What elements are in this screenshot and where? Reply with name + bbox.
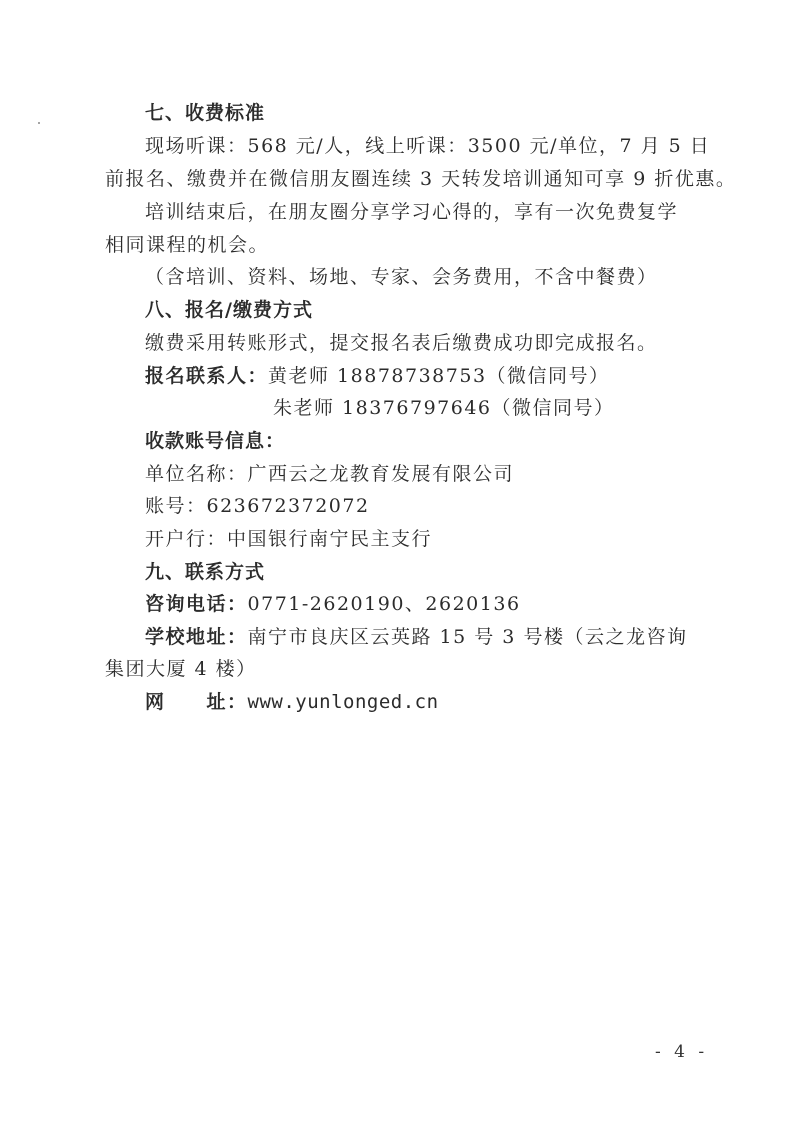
phone-value: 0771-2620190、2620136: [247, 593, 521, 615]
account-number: 账号：623672372072: [145, 495, 370, 517]
unit-name: 单位名称：广西云之龙教育发展有限公司: [145, 463, 515, 485]
address-value-line2: 集团大厦 4 楼）: [105, 658, 257, 680]
contact-label: 报名联系人：: [145, 365, 269, 387]
section8-heading: 八、报名/缴费方式: [145, 299, 313, 321]
section9-heading: 九、联系方式: [145, 561, 266, 583]
section7-note: （含培训、资料、场地、专家、会务费用，不含中餐费）: [145, 266, 658, 288]
phone-row: [145, 591, 521, 617]
web-value: www.yunlonged.cn: [247, 691, 439, 713]
section7-p1-line1: 现场听课：568 元/人，线上听课：3500 元/单位，7 月 5 日: [145, 135, 711, 157]
address-row: [145, 624, 687, 650]
address-value-line1: 南宁市良庆区云英路 15 号 3 号楼（云之龙咨询: [247, 626, 688, 648]
page-number: - 4 -: [655, 1042, 709, 1062]
contact-2: 朱老师 18376797646（微信同号）: [273, 397, 615, 419]
scan-speck: [38, 122, 40, 124]
section7-p2-line1: 培训结束后，在朋友圈分享学习心得的，享有一次免费复学: [145, 201, 679, 223]
section8-p1: 缴费采用转账形式，提交报名表后缴费成功即完成报名。: [145, 332, 658, 354]
contact-1: 黄老师 18878738753（微信同号）: [268, 365, 610, 387]
contact-row-1: [145, 363, 610, 389]
account-heading: 收款账号信息：: [145, 430, 286, 452]
address-label: 学校地址：: [145, 626, 248, 648]
web-label: 网 址：: [145, 691, 248, 713]
web-row: [145, 689, 439, 715]
section7-heading: 七、收费标准: [145, 102, 266, 124]
section7-p1-line2: 前报名、缴费并在微信朋友圈连续 3 天转发培训通知可享 9 折优惠。: [105, 168, 737, 190]
bank-name: 开户行：中国银行南宁民主支行: [145, 528, 433, 550]
phone-label: 咨询电话：: [145, 593, 248, 615]
section7-p2-line2: 相同课程的机会。: [105, 234, 270, 256]
